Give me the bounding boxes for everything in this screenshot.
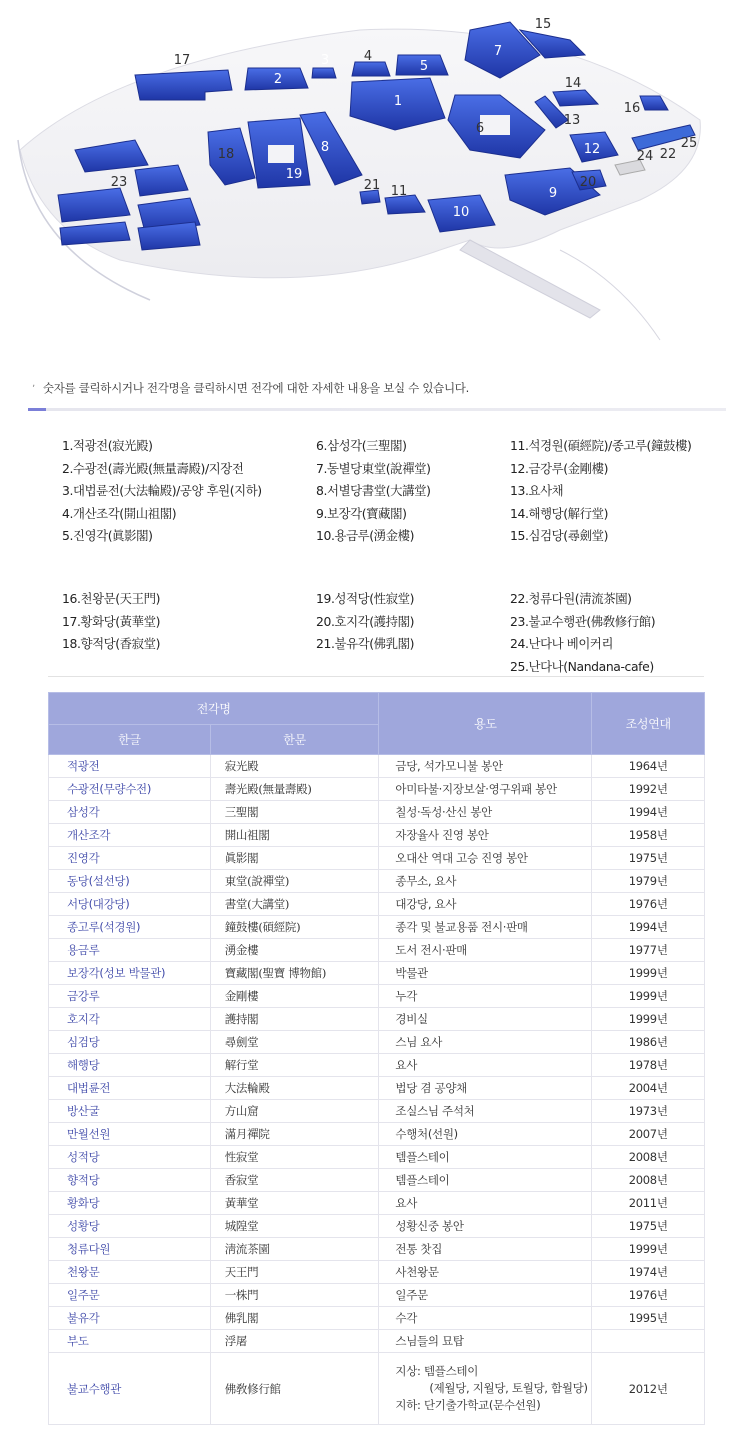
hall-use: 자장율사 진영 봉안 [379, 824, 592, 847]
hall-use: 아미타불·지장보살·영구위패 봉안 [379, 778, 592, 801]
hall-korean-name[interactable]: 향적당 [49, 1169, 211, 1192]
hall-hanja-name: 湧金樓 [210, 939, 379, 962]
legend-item-24[interactable]: 24.난다나 베이커리 [510, 636, 614, 651]
building-number-21[interactable]: 21 [363, 178, 381, 193]
hall-use: 오대산 역대 고승 진영 봉안 [379, 847, 592, 870]
hall-year: 1979년 [592, 870, 705, 893]
hall-korean-name[interactable]: 만월선원 [49, 1123, 211, 1146]
hall-year: 2012년 [592, 1353, 705, 1425]
hall-year: 1958년 [592, 824, 705, 847]
legend-item-6[interactable]: 6.삼성각(三聖閣) [316, 438, 407, 453]
header-year: 조성연대 [592, 693, 705, 755]
hall-korean-name[interactable]: 심검당 [49, 1031, 211, 1054]
table-row [49, 1008, 705, 1031]
hall-use: 일주문 [379, 1284, 592, 1307]
building-number-2[interactable]: 2 [273, 72, 283, 87]
hall-hanja-name: 佛敎修行館 [210, 1353, 379, 1425]
table-row [49, 870, 705, 893]
hall-hanja-name: 香寂堂 [210, 1169, 379, 1192]
hall-year: 1975년 [592, 847, 705, 870]
hall-use: 요사 [379, 1192, 592, 1215]
hall-use: 사천왕문 [379, 1261, 592, 1284]
map-road-right [560, 250, 660, 340]
table-row [49, 755, 705, 778]
table-row [49, 939, 705, 962]
hall-use: 종각 및 불교용품 전시·판매 [379, 916, 592, 939]
hall-use: 스님들의 묘탑 [379, 1330, 592, 1353]
hall-year: 1999년 [592, 962, 705, 985]
legend-item-16[interactable]: 16.천왕문(天王門) [62, 591, 161, 606]
building-6[interactable] [312, 68, 336, 78]
table-row [49, 985, 705, 1008]
hall-korean-name[interactable]: 성황당 [49, 1215, 211, 1238]
hall-hanja-name: 大法輪殿 [210, 1077, 379, 1100]
hall-year: 2007년 [592, 1123, 705, 1146]
legend-item-20[interactable]: 20.호지각(護持閣) [316, 613, 415, 629]
building-number-12[interactable]: 12 [583, 142, 601, 157]
building-number-10[interactable]: 10 [452, 205, 470, 220]
hall-korean-name[interactable]: 금강루 [49, 985, 211, 1008]
hall-year [592, 1330, 705, 1353]
hall-korean-name[interactable]: 종고루(석경원) [49, 916, 211, 939]
hall-use: 요사 [379, 1054, 592, 1077]
hall-year: 1964년 [592, 755, 705, 778]
hall-year: 1994년 [592, 801, 705, 824]
hall-use: 수행처(선원) [379, 1123, 592, 1146]
hall-use: 전통 찻집 [379, 1238, 592, 1261]
hall-korean-name[interactable]: 성적당 [49, 1146, 211, 1169]
hall-year: 1999년 [592, 1238, 705, 1261]
legend-item-11[interactable]: 11.석경원(碩經院)/종고루(鐘鼓樓) [510, 438, 692, 453]
hall-year: 1995년 [592, 1307, 705, 1330]
hall-korean-name[interactable]: 대법륜전 [49, 1077, 211, 1100]
hall-use-line: (제월당, 지월당, 토월당, 함월당) [429, 1381, 588, 1395]
building-number-18[interactable]: 18 [217, 147, 235, 162]
hall-korean-name[interactable]: 적광전 [49, 755, 211, 778]
table-row [49, 778, 705, 801]
hall-use: 템플스테이 [379, 1146, 592, 1169]
hall-hanja-name: 三聖閣 [210, 801, 379, 824]
building-7-courtyard [480, 115, 510, 135]
instruction-notice [32, 380, 469, 396]
hall-hanja-name: 寶藏閣(聖寶 博物館) [210, 962, 379, 985]
hall-hanja-name: 書堂(大講堂) [210, 893, 379, 916]
legend-item-21[interactable]: 21.불유각(佛乳閣) [316, 636, 415, 651]
hall-use: 도서 전시·판매 [379, 939, 592, 962]
table-row [49, 1192, 705, 1215]
hall-year: 2011년 [592, 1192, 705, 1215]
table-row [49, 1031, 705, 1054]
hall-hanja-name: 東堂(說禪堂) [210, 870, 379, 893]
legend-item-15[interactable]: 15.심검당(尋劍堂) [510, 528, 609, 543]
table-row [49, 1169, 705, 1192]
legend-separator [48, 676, 704, 677]
hall-year: 1994년 [592, 916, 705, 939]
legend-item-2[interactable]: 2.수광전(壽光殿(無量壽殿)/지장전 [62, 460, 244, 476]
hall-year: 2004년 [592, 1077, 705, 1100]
table-row [49, 893, 705, 916]
hall-hanja-name: 佛乳閣 [210, 1307, 379, 1330]
hall-use: 성황신중 봉안 [379, 1215, 592, 1238]
building-19-courtyard [268, 145, 294, 163]
legend-item-23[interactable]: 23.불교수행관(佛敎修行館) [510, 613, 656, 629]
legend-item-19[interactable]: 19.성적당(性寂堂) [316, 591, 415, 606]
header-hanja: 한문 [210, 725, 379, 755]
legend-item-12[interactable]: 12.금강루(金剛樓) [510, 460, 609, 476]
building-number-5[interactable]: 5 [419, 59, 429, 74]
hall-year: 2008년 [592, 1169, 705, 1192]
table-row [49, 1077, 705, 1100]
legend-item-3[interactable]: 3.대법륜전(大法輪殿)/공양 후원(지하) [62, 483, 262, 498]
hall-hanja-name: 城隍堂 [210, 1215, 379, 1238]
hall-hanja-name: 淸流茶園 [210, 1238, 379, 1261]
hall-hanja-name: 開山祖閣 [210, 824, 379, 847]
hall-hanja-name: 浮屠 [210, 1330, 379, 1353]
hall-korean-name[interactable]: 해행당 [49, 1054, 211, 1077]
building-number-8[interactable]: 8 [320, 140, 330, 155]
hall-hanja-name: 一株門 [210, 1284, 379, 1307]
building-number-15[interactable]: 15 [534, 17, 552, 32]
building-23-c[interactable] [135, 165, 188, 196]
hall-korean-name[interactable]: 황화당 [49, 1192, 211, 1215]
hall-use: 법당 겸 공양채 [379, 1077, 592, 1100]
table-row [49, 1238, 705, 1261]
hall-hanja-name: 金剛樓 [210, 985, 379, 1008]
hall-use: 조실스님 주석처 [379, 1100, 592, 1123]
bullet-icon: ʼ [32, 384, 35, 395]
header-use: 용도 [379, 693, 592, 755]
hall-korean-name[interactable]: 천왕문 [49, 1261, 211, 1284]
hall-hanja-name: 壽光殿(無量壽殿) [210, 778, 379, 801]
building-number-14[interactable]: 14 [564, 76, 582, 91]
building-number-25[interactable]: 25 [680, 136, 698, 151]
hall-year: 1973년 [592, 1100, 705, 1123]
building-number-24[interactable]: 24 [636, 149, 654, 164]
legend-item-4[interactable]: 4.개산조각(開山祖閣) [62, 505, 177, 521]
hall-hanja-name: 尋劍堂 [210, 1031, 379, 1054]
legend-item-14[interactable]: 14.해행당(解行堂) [510, 505, 609, 521]
legend-item-25[interactable]: 25.난다나(Nandana-cafe) [510, 658, 654, 674]
hall-korean-name[interactable]: 보장각(성보 박물관) [49, 962, 211, 985]
legend-item-17[interactable]: 17.황화당(黃華堂) [62, 613, 161, 629]
hall-use: 수각 [379, 1307, 592, 1330]
legend-item-1[interactable]: 1.적광전(寂光殿) [62, 438, 153, 453]
hall-korean-name[interactable]: 진영각 [49, 847, 211, 870]
building-number-17[interactable]: 17 [173, 53, 191, 68]
building-number-7[interactable]: 7 [493, 44, 503, 59]
hall-use: 누각 [379, 985, 592, 1008]
hall-year: 1977년 [592, 939, 705, 962]
legend-item-18[interactable]: 18.향적당(香寂堂) [62, 636, 161, 651]
hall-korean-name[interactable]: 불유각 [49, 1307, 211, 1330]
hall-korean-name[interactable]: 개산조각 [49, 824, 211, 847]
hall-use-line: 지상: 템플스테이 [395, 1364, 479, 1378]
table-row [49, 1330, 705, 1353]
building-number-6[interactable]: 6 [475, 121, 485, 136]
map-road [460, 240, 600, 318]
table-row [49, 1100, 705, 1123]
hall-use: 종무소, 요사 [379, 870, 592, 893]
building-number-3[interactable]: 3 [320, 53, 330, 68]
building-number-19[interactable]: 19 [285, 167, 303, 182]
hall-year: 1986년 [592, 1031, 705, 1054]
table-row [49, 847, 705, 870]
hall-korean-name[interactable]: 서당(대강당) [49, 893, 211, 916]
building-number-4[interactable]: 4 [363, 49, 373, 64]
hall-year: 1999년 [592, 985, 705, 1008]
header-korean: 한글 [49, 725, 211, 755]
header-hall-name: 전각명 [49, 693, 379, 725]
hall-use [379, 1353, 592, 1425]
building-number-13[interactable]: 13 [563, 113, 581, 128]
hall-korean-name[interactable]: 부도 [49, 1330, 211, 1353]
hall-year: 2008년 [592, 1146, 705, 1169]
hall-korean-name[interactable]: 청류다원 [49, 1238, 211, 1261]
legend-item-9[interactable]: 9.보장각(寶藏閣) [316, 505, 407, 521]
hall-use: 금당, 석가모니불 봉안 [379, 755, 592, 778]
temple-map-illustration [0, 0, 742, 350]
hall-year: 1992년 [592, 778, 705, 801]
table-row [49, 962, 705, 985]
hall-use: 템플스테이 [379, 1169, 592, 1192]
table-row [49, 801, 705, 824]
hall-year: 1999년 [592, 1008, 705, 1031]
table-row [49, 1054, 705, 1077]
hall-table-body [49, 755, 705, 1425]
building-number-23[interactable]: 23 [110, 175, 128, 190]
building-number-11[interactable]: 11 [390, 184, 408, 199]
hall-use: 대강당, 요사 [379, 893, 592, 916]
building-number-16[interactable]: 16 [623, 101, 641, 116]
temple-map [0, 0, 742, 350]
building-number-22[interactable]: 22 [659, 147, 677, 162]
hall-korean-name[interactable]: 수광전(무량수전) [49, 778, 211, 801]
building-number-20[interactable]: 20 [579, 175, 597, 190]
legend-item-7[interactable]: 7.동별당東堂(說禪堂) [316, 460, 431, 476]
table-row [49, 1353, 705, 1425]
section-divider [28, 408, 726, 411]
hall-hanja-name: 滿月禪院 [210, 1123, 379, 1146]
hall-hanja-name: 性寂堂 [210, 1146, 379, 1169]
hall-year: 1976년 [592, 1284, 705, 1307]
table-row [49, 916, 705, 939]
legend-item-10[interactable]: 10.용금루(湧金樓) [316, 528, 415, 543]
hall-hanja-name: 寂光殿 [210, 755, 379, 778]
hall-korean-name[interactable]: 호지각 [49, 1008, 211, 1031]
table-row [49, 1284, 705, 1307]
building-number-9[interactable]: 9 [548, 186, 558, 201]
table-row [49, 1146, 705, 1169]
hall-use: 스님 요사 [379, 1031, 592, 1054]
table-row [49, 1215, 705, 1238]
hall-hanja-name: 黃華堂 [210, 1192, 379, 1215]
hall-hanja-name: 解行堂 [210, 1054, 379, 1077]
hall-korean-name[interactable]: 불교수행관 [49, 1353, 211, 1425]
hall-table [48, 692, 705, 1425]
hall-year: 1975년 [592, 1215, 705, 1238]
hall-korean-name[interactable]: 용금루 [49, 939, 211, 962]
hall-use: 칠성·독성·산신 봉안 [379, 801, 592, 824]
hall-korean-name[interactable]: 동당(설선당) [49, 870, 211, 893]
hall-hanja-name: 天王門 [210, 1261, 379, 1284]
hall-hanja-name: 方山窟 [210, 1100, 379, 1123]
hall-year: 1978년 [592, 1054, 705, 1077]
hall-hanja-name: 鐘鼓樓(碩經院) [210, 916, 379, 939]
hall-year: 1974년 [592, 1261, 705, 1284]
legend-item-13[interactable]: 13.요사채 [510, 483, 564, 498]
table-row [49, 1123, 705, 1146]
table-row [49, 824, 705, 847]
hall-year: 1976년 [592, 893, 705, 916]
hall-korean-name[interactable]: 방산굴 [49, 1100, 211, 1123]
table-row [49, 1261, 705, 1284]
hall-hanja-name: 眞影閣 [210, 847, 379, 870]
table-row [49, 1307, 705, 1330]
hall-use-line: 지하: 단기출가학교(문수선원) [395, 1398, 541, 1412]
hall-use: 경비실 [379, 1008, 592, 1031]
building-4[interactable] [352, 62, 390, 76]
hall-korean-name[interactable]: 삼성각 [49, 801, 211, 824]
legend-item-8[interactable]: 8.서별당書堂(大講堂) [316, 483, 431, 498]
hall-korean-name[interactable]: 일주문 [49, 1284, 211, 1307]
hall-use: 박물관 [379, 962, 592, 985]
hall-hanja-name: 護持閣 [210, 1008, 379, 1031]
legend-item-5[interactable]: 5.진영각(眞影閣) [62, 528, 153, 543]
building-number-1[interactable]: 1 [393, 94, 403, 109]
legend-item-22[interactable]: 22.청류다원(淸流茶園) [510, 591, 632, 606]
instruction-text: 숫자를 클릭하시거나 전각명을 클릭하시면 전각에 대한 자세한 내용을 보실 수 있습니다. [42, 381, 469, 395]
